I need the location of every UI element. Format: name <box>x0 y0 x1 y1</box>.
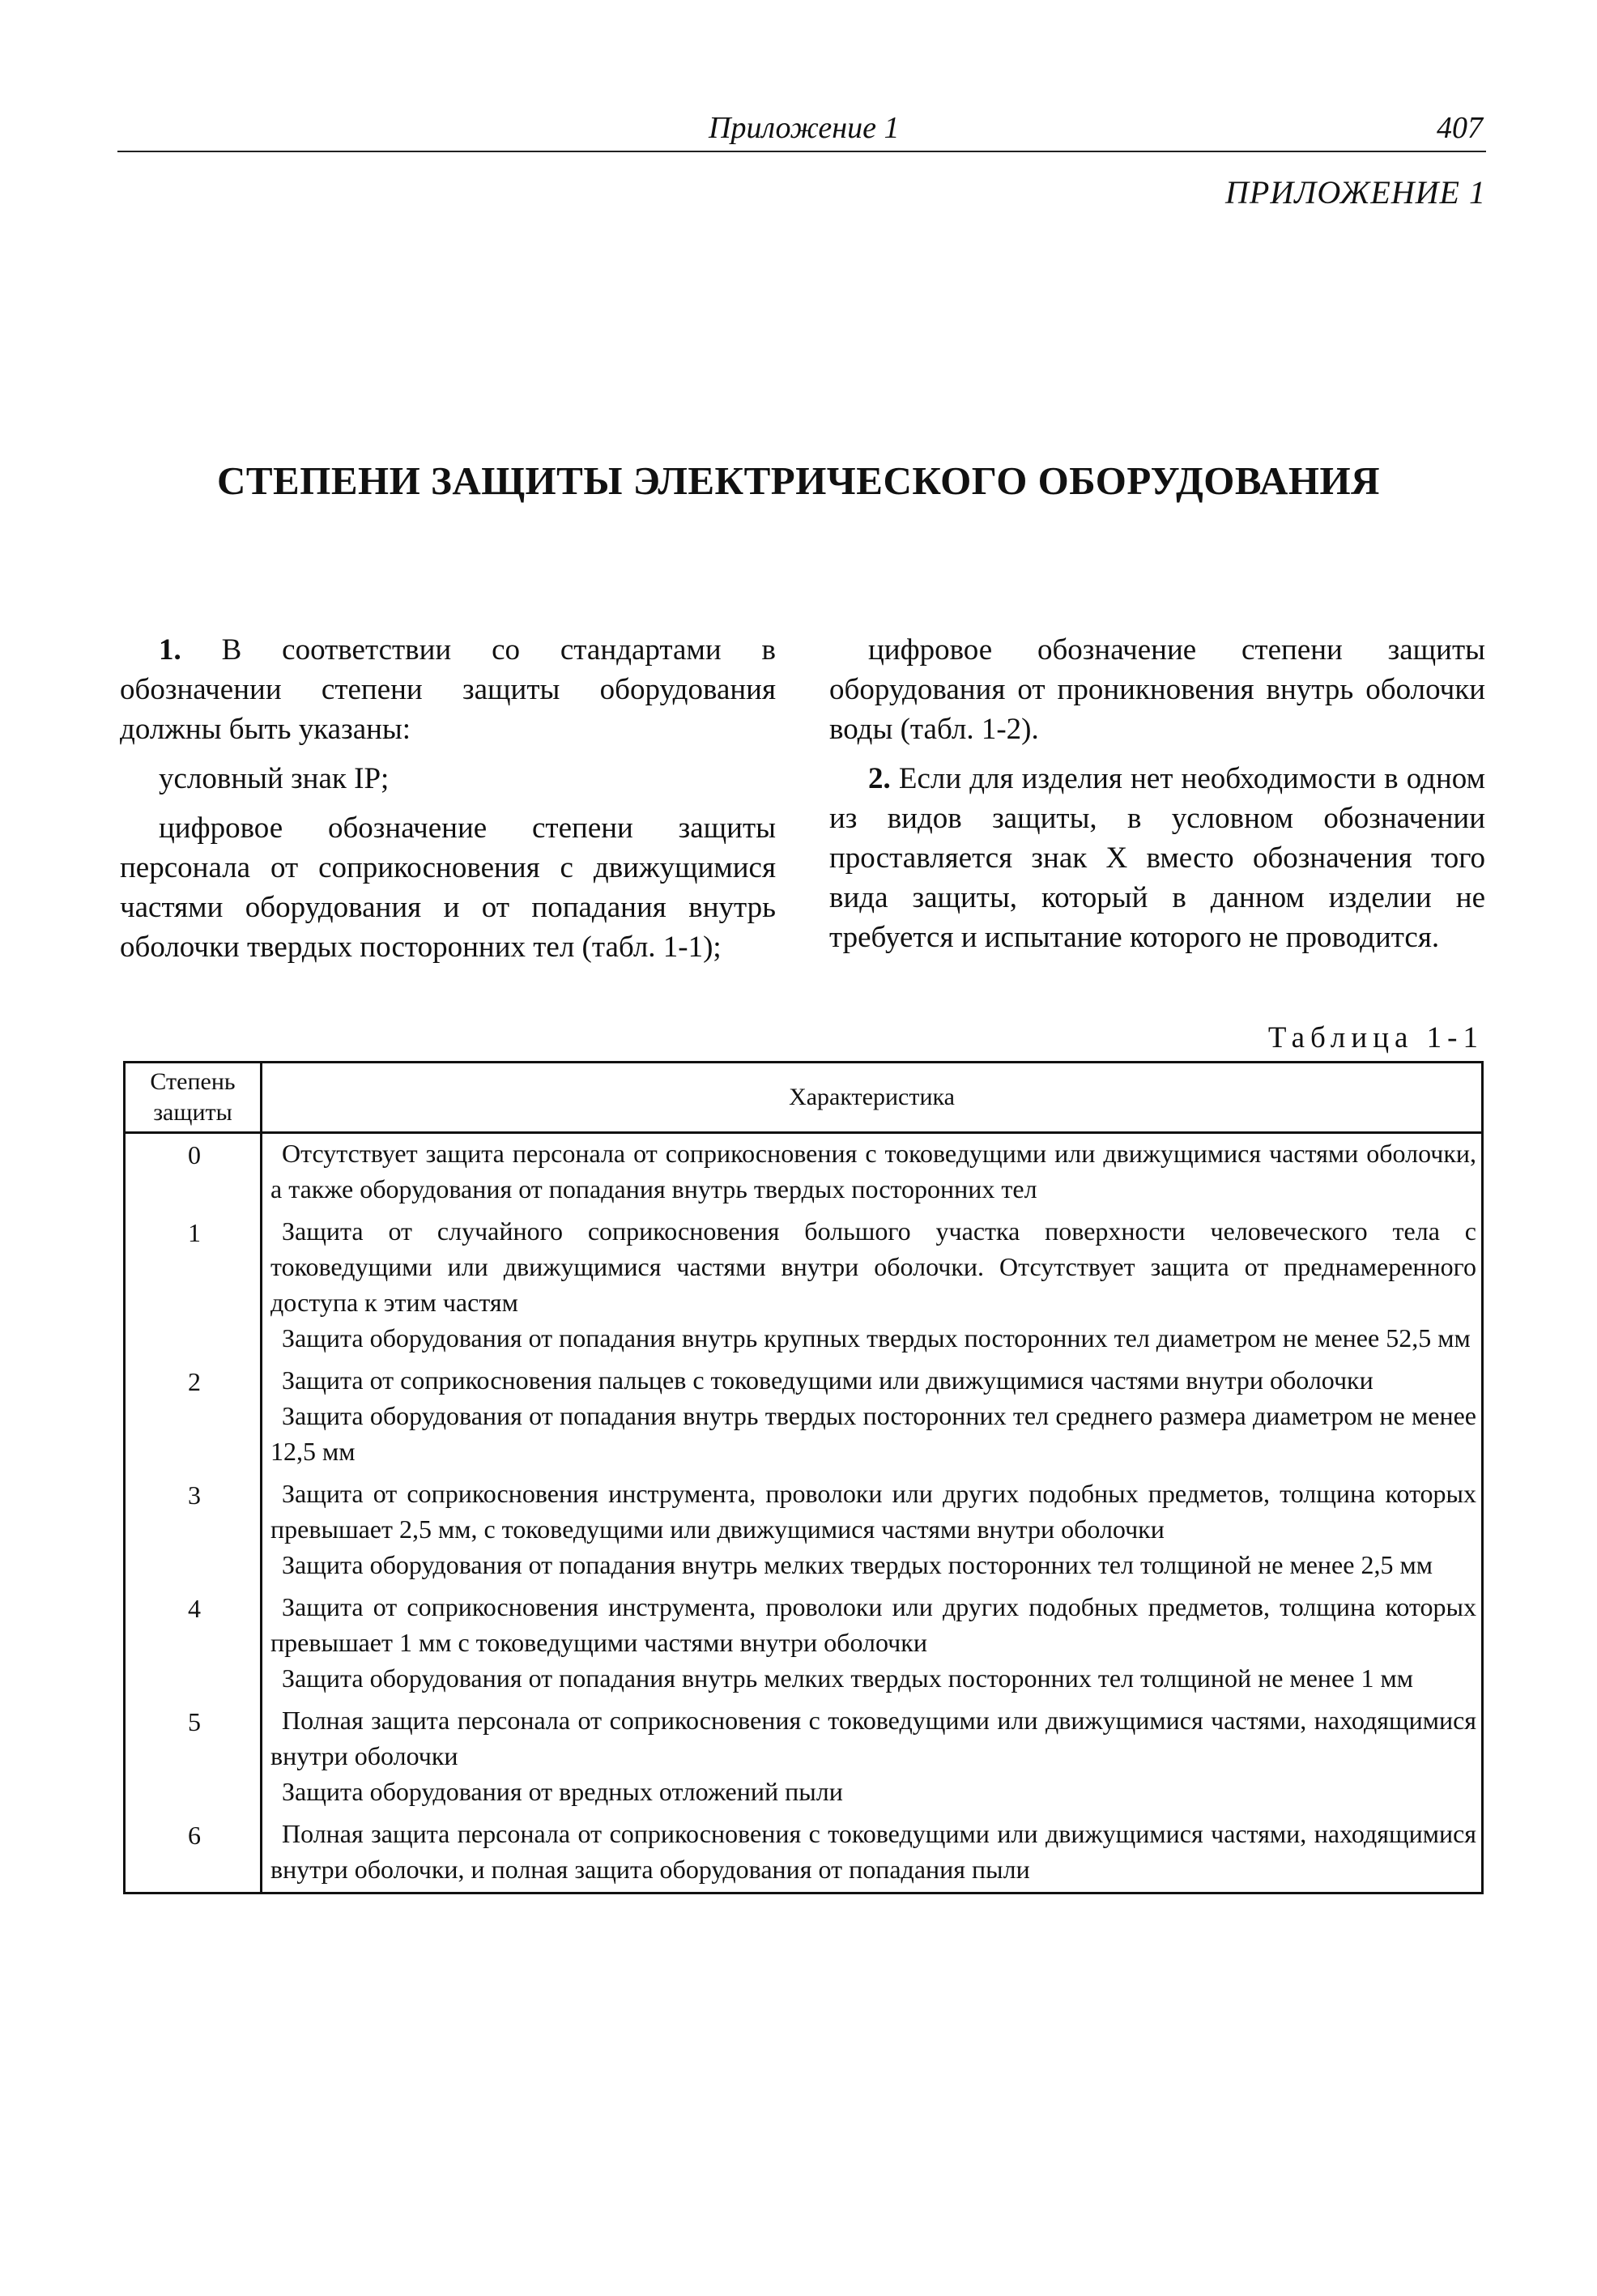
table-row <box>125 1474 1483 1587</box>
characteristic-cell <box>262 1212 1483 1361</box>
characteristic-text: Защита от соприкосновения инструмента, проволоки или других подобных предметов, толщина которых превышает 2,5 мм, с токоведущими или движущимися частями внутри оболочки <box>270 1479 1476 1544</box>
degree-column-header: Степень защиты <box>125 1063 262 1133</box>
paragraph-text: Если для изделия нет необходимости в одном из видов защиты, в условном обозначении проставляется знак X вместо обозначения того вида защиты, который в данном изделии не требуется и испытание которого не проводится. <box>829 762 1486 954</box>
page-header <box>117 104 1486 152</box>
running-title: Приложение 1 <box>709 111 900 145</box>
degree-cell: 6 <box>125 1814 262 1893</box>
characteristic-text: Защита оборудования от попадания внутрь крупных твердых посторонних тел диаметром не менее 52,5 мм <box>282 1323 1471 1352</box>
characteristic-text: Защита оборудования от вредных отложений пыли <box>282 1777 843 1806</box>
table-row <box>125 1587 1483 1701</box>
paragraph-ip-sign: условный знак IP; <box>159 762 390 795</box>
degree-cell: 5 <box>125 1701 262 1814</box>
characteristic-text: Защита оборудования от попадания внутрь мелких твердых посторонних тел толщиной не менее 2,5 мм <box>282 1550 1433 1579</box>
characteristic-text: Защита от соприкосновения пальцев с токоведущими или движущимися частями внутри оболочки <box>282 1365 1373 1395</box>
table-body <box>125 1133 1483 1893</box>
characteristic-cell <box>262 1701 1483 1814</box>
characteristic-text: Защита от соприкосновения инструмента, проволоки или других подобных предметов, толщина которых превышает 1 мм с токоведущими частями внутри оболочки <box>270 1592 1476 1657</box>
characteristic-cell <box>262 1133 1483 1212</box>
appendix-label: ПРИЛОЖЕНИЕ 1 <box>1225 174 1486 211</box>
table-row <box>125 1361 1483 1474</box>
characteristic-text: Защита оборудования от попадания внутрь мелких твердых посторонних тел толщиной не менее 1 мм <box>282 1663 1413 1693</box>
characteristic-text: Полная защита персонала от соприкосновения с токоведущими или движущимися частями, находящимися внутри оболочки <box>270 1706 1476 1770</box>
left-column <box>120 630 776 977</box>
paragraph-number: 2. <box>868 762 891 795</box>
characteristic-text: Защита оборудования от попадания внутрь твердых посторонних тел среднего размера диаметром не менее 12,5 мм <box>270 1401 1476 1466</box>
characteristic-cell <box>262 1361 1483 1474</box>
characteristic-column-header: Характеристика <box>262 1063 1483 1133</box>
table-header-row <box>125 1063 1483 1133</box>
degree-cell: 2 <box>125 1361 262 1474</box>
characteristic-cell <box>262 1474 1483 1587</box>
degree-cell: 0 <box>125 1133 262 1212</box>
degree-cell: 4 <box>125 1587 262 1701</box>
characteristic-cell <box>262 1587 1483 1701</box>
characteristic-text: Отсутствует защита персонала от соприкосновения с токоведущими или движущимися частями оболочки, а также оборудования от попадания внутрь твердых посторонних тел <box>270 1139 1476 1203</box>
table-label: Таблица 1-1 <box>1267 1021 1484 1054</box>
characteristic-text: Полная защита персонала от соприкосновения с токоведущими или движущимися частями, находящимися внутри оболочки, и полная защита оборудования от попадания пыли <box>270 1819 1476 1884</box>
right-column <box>829 630 1485 967</box>
table-row <box>125 1212 1483 1361</box>
paragraph-water-protection: цифровое обозначение степени защиты оборудования от проникновения внутрь оболочки воды (табл. 1-2). <box>829 633 1485 746</box>
paragraph-text: В соответствии со стандартами в обозначении степени защиты оборудования должны быть указаны: <box>120 633 777 746</box>
degree-cell: 3 <box>125 1474 262 1587</box>
protection-degree-table <box>123 1061 1484 1894</box>
characteristic-cell <box>262 1814 1483 1893</box>
paragraph-number: 1. <box>159 633 181 667</box>
paragraph-2 <box>829 759 1485 957</box>
table-row <box>125 1814 1483 1893</box>
page-number: 407 <box>1437 111 1483 145</box>
paragraph-1 <box>120 630 776 749</box>
characteristic-text: Защита от случайного соприкосновения большого участка поверхности человеческого тела с токоведущими или движущимися частями внутри оболочки. Отсутствует защита от преднамеренного доступа к этим частям <box>270 1216 1476 1317</box>
table-row <box>125 1133 1483 1212</box>
table-row <box>125 1701 1483 1814</box>
page-title: СТЕПЕНИ ЗАЩИТЫ ЭЛЕКТРИЧЕСКОГО ОБОРУДОВАНИЯ <box>216 458 1381 503</box>
paragraph-personnel-protection: цифровое обозначение степени защиты персонала от соприкосновения с движущимися частями оборудования и от попадания внутрь оболочки твердых посторонних тел (табл. 1-1); <box>120 811 776 964</box>
degree-cell: 1 <box>125 1212 262 1361</box>
